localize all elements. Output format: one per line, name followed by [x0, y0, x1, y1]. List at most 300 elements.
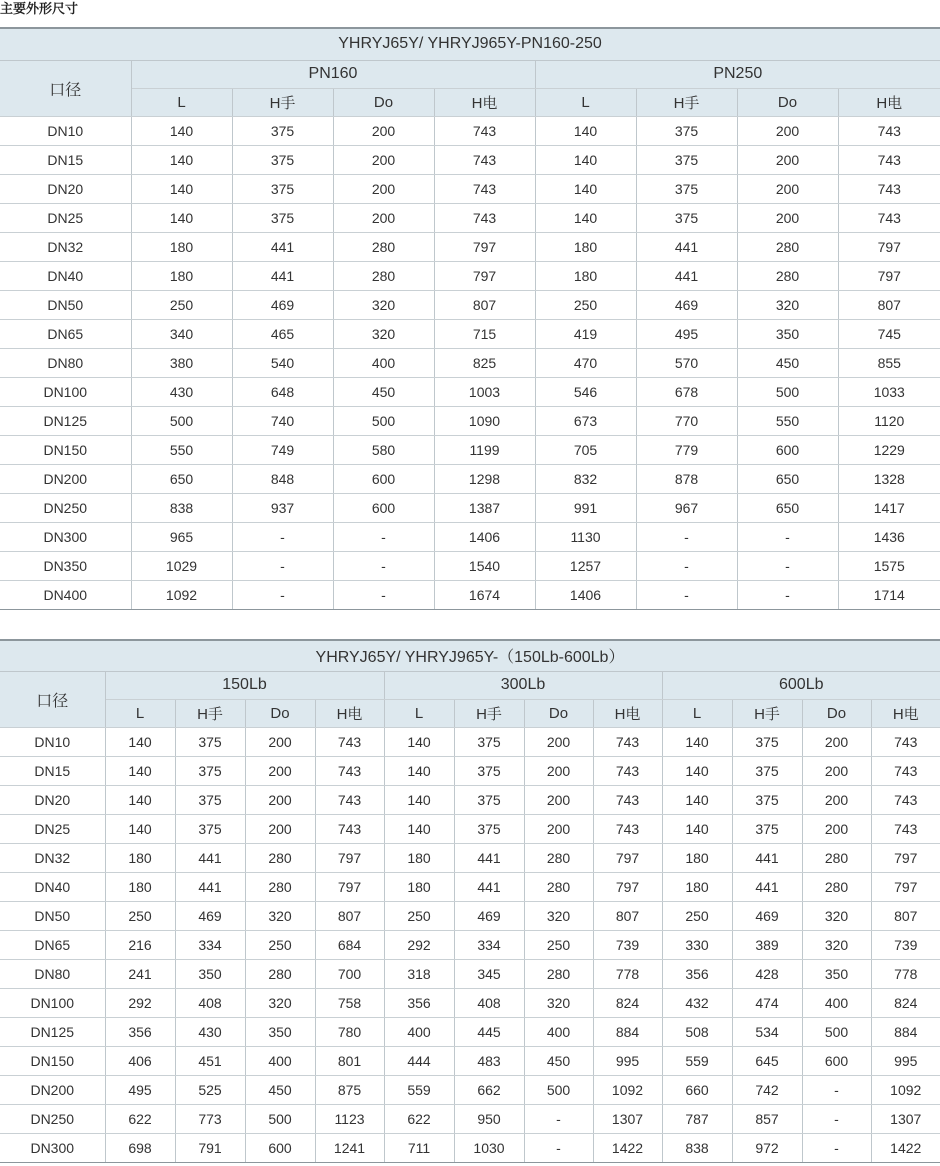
value-cell: 140: [384, 814, 454, 843]
value-cell: 884: [593, 1017, 662, 1046]
value-cell: 745: [838, 319, 940, 348]
table-row: [0, 901, 940, 930]
value-cell: 280: [802, 872, 871, 901]
value-cell: 622: [384, 1104, 454, 1133]
value-cell: 770: [636, 406, 737, 435]
column-header: H电: [871, 699, 940, 727]
bore-cell: DN100: [0, 988, 105, 1017]
value-cell: 340: [131, 319, 232, 348]
bore-cell: DN25: [0, 203, 131, 232]
table-row: [0, 1104, 940, 1133]
value-cell: 200: [524, 727, 593, 756]
value-cell: 375: [175, 785, 245, 814]
value-cell: 559: [662, 1046, 732, 1075]
value-cell: 1123: [315, 1104, 384, 1133]
value-cell: 334: [454, 930, 524, 959]
bore-cell: DN150: [0, 435, 131, 464]
value-cell: 250: [384, 901, 454, 930]
column-header: Do: [245, 699, 315, 727]
value-cell: 991: [535, 493, 636, 522]
value-cell: 1436: [838, 522, 940, 551]
value-cell: 375: [454, 814, 524, 843]
value-cell: 743: [871, 727, 940, 756]
value-cell: 375: [454, 785, 524, 814]
value-cell: 375: [732, 814, 802, 843]
value-cell: 807: [838, 290, 940, 319]
value-cell: 200: [245, 785, 315, 814]
value-cell: 801: [315, 1046, 384, 1075]
value-cell: 200: [737, 145, 838, 174]
column-header: H电: [434, 88, 535, 116]
value-cell: 950: [454, 1104, 524, 1133]
value-cell: 570: [636, 348, 737, 377]
column-header: H电: [593, 699, 662, 727]
value-cell: 280: [333, 261, 434, 290]
value-cell: 779: [636, 435, 737, 464]
value-cell: 140: [535, 116, 636, 145]
value-cell: 700: [315, 959, 384, 988]
value-cell: 1257: [535, 551, 636, 580]
bore-cell: DN250: [0, 1104, 105, 1133]
value-cell: 1199: [434, 435, 535, 464]
value-cell: 500: [524, 1075, 593, 1104]
value-cell: -: [737, 580, 838, 609]
value-cell: 1029: [131, 551, 232, 580]
table-row: [0, 290, 940, 319]
value-cell: -: [333, 522, 434, 551]
dimensions-table-pn: [0, 27, 940, 610]
value-cell: 1092: [131, 580, 232, 609]
value-cell: 580: [333, 435, 434, 464]
value-cell: 1540: [434, 551, 535, 580]
column-header: H手: [732, 699, 802, 727]
value-cell: 330: [662, 930, 732, 959]
column-header: H手: [175, 699, 245, 727]
value-cell: 200: [802, 727, 871, 756]
value-cell: 140: [131, 116, 232, 145]
value-cell: 838: [131, 493, 232, 522]
column-header: L: [384, 699, 454, 727]
value-cell: 450: [737, 348, 838, 377]
value-cell: -: [636, 580, 737, 609]
value-cell: 375: [175, 814, 245, 843]
value-cell: 180: [535, 232, 636, 261]
value-cell: 743: [593, 727, 662, 756]
value-cell: 350: [802, 959, 871, 988]
value-cell: 180: [535, 261, 636, 290]
value-cell: 1422: [871, 1133, 940, 1162]
value-cell: 200: [524, 814, 593, 843]
value-cell: 280: [802, 843, 871, 872]
value-cell: 375: [732, 756, 802, 785]
value-cell: 540: [232, 348, 333, 377]
value-cell: 937: [232, 493, 333, 522]
value-cell: 140: [105, 814, 175, 843]
value-cell: 280: [524, 872, 593, 901]
value-cell: 743: [434, 145, 535, 174]
value-cell: 495: [636, 319, 737, 348]
value-cell: 375: [232, 145, 333, 174]
column-header: L: [105, 699, 175, 727]
column-header: H电: [838, 88, 940, 116]
value-cell: 1307: [871, 1104, 940, 1133]
value-cell: 508: [662, 1017, 732, 1046]
value-cell: -: [737, 522, 838, 551]
bore-cell: DN250: [0, 493, 131, 522]
value-cell: 356: [384, 988, 454, 1017]
bore-cell: DN400: [0, 580, 131, 609]
value-cell: 1090: [434, 406, 535, 435]
value-cell: 469: [175, 901, 245, 930]
value-cell: 320: [245, 901, 315, 930]
value-cell: 200: [333, 174, 434, 203]
value-cell: 180: [131, 232, 232, 261]
table-row: [0, 406, 940, 435]
value-cell: 797: [593, 872, 662, 901]
value-cell: 441: [732, 843, 802, 872]
value-cell: 500: [737, 377, 838, 406]
value-cell: 441: [175, 843, 245, 872]
bore-cell: DN150: [0, 1046, 105, 1075]
value-cell: 743: [838, 203, 940, 232]
value-cell: 967: [636, 493, 737, 522]
value-cell: 469: [636, 290, 737, 319]
value-cell: 469: [454, 901, 524, 930]
value-cell: 1387: [434, 493, 535, 522]
column-header: H电: [315, 699, 384, 727]
value-cell: 441: [454, 872, 524, 901]
value-cell: -: [232, 551, 333, 580]
value-cell: 780: [315, 1017, 384, 1046]
column-header: H手: [454, 699, 524, 727]
value-cell: 743: [838, 145, 940, 174]
value-cell: 645: [732, 1046, 802, 1075]
value-cell: 241: [105, 959, 175, 988]
value-cell: 743: [838, 174, 940, 203]
value-cell: 797: [871, 843, 940, 872]
value-cell: 534: [732, 1017, 802, 1046]
value-cell: 825: [434, 348, 535, 377]
value-cell: 430: [131, 377, 232, 406]
table-row: [0, 959, 940, 988]
value-cell: 705: [535, 435, 636, 464]
value-cell: 180: [662, 872, 732, 901]
value-cell: 200: [802, 785, 871, 814]
bore-cell: DN350: [0, 551, 131, 580]
group-header: PN160: [131, 60, 535, 88]
value-cell: 778: [871, 959, 940, 988]
value-cell: 140: [131, 174, 232, 203]
value-cell: 650: [737, 493, 838, 522]
group-header: PN250: [535, 60, 940, 88]
value-cell: 180: [131, 261, 232, 290]
dimensions-table-lb: [0, 639, 940, 1163]
value-cell: 1033: [838, 377, 940, 406]
value-cell: 469: [732, 901, 802, 930]
value-cell: -: [333, 580, 434, 609]
value-cell: 320: [333, 319, 434, 348]
value-cell: 408: [454, 988, 524, 1017]
value-cell: 469: [232, 290, 333, 319]
value-cell: 375: [175, 756, 245, 785]
value-cell: 200: [245, 727, 315, 756]
value-cell: 389: [732, 930, 802, 959]
bore-cell: DN50: [0, 901, 105, 930]
value-cell: 995: [593, 1046, 662, 1075]
value-cell: 140: [662, 785, 732, 814]
value-cell: 525: [175, 1075, 245, 1104]
value-cell: 550: [737, 406, 838, 435]
value-cell: 350: [245, 1017, 315, 1046]
value-cell: -: [333, 551, 434, 580]
table-row: [0, 872, 940, 901]
value-cell: 180: [105, 872, 175, 901]
value-cell: 797: [434, 261, 535, 290]
value-cell: 292: [105, 988, 175, 1017]
value-cell: 1674: [434, 580, 535, 609]
value-cell: -: [737, 551, 838, 580]
value-cell: 140: [384, 785, 454, 814]
value-cell: 742: [732, 1075, 802, 1104]
column-header: Do: [333, 88, 434, 116]
value-cell: 140: [535, 174, 636, 203]
value-cell: 743: [593, 814, 662, 843]
value-cell: 797: [434, 232, 535, 261]
value-cell: 200: [333, 203, 434, 232]
value-cell: 1229: [838, 435, 940, 464]
value-cell: 140: [535, 203, 636, 232]
value-cell: 380: [131, 348, 232, 377]
value-cell: 1030: [454, 1133, 524, 1162]
table-row: [0, 522, 940, 551]
value-cell: 743: [434, 174, 535, 203]
value-cell: 559: [384, 1075, 454, 1104]
value-cell: 140: [384, 727, 454, 756]
value-cell: 320: [524, 901, 593, 930]
value-cell: 430: [175, 1017, 245, 1046]
value-cell: -: [802, 1075, 871, 1104]
bore-cell: DN15: [0, 756, 105, 785]
value-cell: 375: [232, 174, 333, 203]
value-cell: 715: [434, 319, 535, 348]
value-cell: 857: [732, 1104, 802, 1133]
group-header: 150Lb: [105, 671, 384, 699]
value-cell: 441: [232, 232, 333, 261]
value-cell: 140: [384, 756, 454, 785]
value-cell: -: [232, 580, 333, 609]
value-cell: 320: [802, 930, 871, 959]
table-row: [0, 261, 940, 290]
value-cell: 345: [454, 959, 524, 988]
value-cell: 824: [593, 988, 662, 1017]
value-cell: 600: [737, 435, 838, 464]
bore-cell: DN15: [0, 145, 131, 174]
value-cell: 972: [732, 1133, 802, 1162]
value-cell: 848: [232, 464, 333, 493]
bore-cell: DN32: [0, 843, 105, 872]
value-cell: 180: [105, 843, 175, 872]
value-cell: 660: [662, 1075, 732, 1104]
value-cell: 375: [175, 727, 245, 756]
value-cell: 797: [871, 872, 940, 901]
table-row: [0, 116, 940, 145]
value-cell: 280: [245, 843, 315, 872]
column-header: Do: [802, 699, 871, 727]
value-cell: 678: [636, 377, 737, 406]
group-header: 600Lb: [662, 671, 940, 699]
value-cell: 375: [732, 785, 802, 814]
column-header: Do: [524, 699, 593, 727]
table-row: [0, 785, 940, 814]
value-cell: 711: [384, 1133, 454, 1162]
table-row: [0, 756, 940, 785]
table-row: [0, 1046, 940, 1075]
bore-header: 口径: [0, 671, 105, 727]
value-cell: 807: [434, 290, 535, 319]
table-title: YHRYJ65Y/ YHRYJ965Y-（150Lb-600Lb）: [0, 640, 940, 671]
value-cell: 200: [245, 814, 315, 843]
value-cell: 200: [802, 756, 871, 785]
value-cell: -: [636, 551, 737, 580]
value-cell: 465: [232, 319, 333, 348]
value-cell: 650: [131, 464, 232, 493]
value-cell: 550: [131, 435, 232, 464]
bore-cell: DN65: [0, 319, 131, 348]
value-cell: 280: [333, 232, 434, 261]
value-cell: 1120: [838, 406, 940, 435]
value-cell: 1714: [838, 580, 940, 609]
value-cell: 600: [333, 493, 434, 522]
value-cell: 743: [838, 116, 940, 145]
table-row: [0, 988, 940, 1017]
value-cell: 743: [593, 756, 662, 785]
column-header: L: [662, 699, 732, 727]
value-cell: 419: [535, 319, 636, 348]
value-cell: 650: [737, 464, 838, 493]
value-cell: 140: [662, 756, 732, 785]
bore-cell: DN65: [0, 930, 105, 959]
column-header: L: [535, 88, 636, 116]
table-row: [0, 377, 940, 406]
bore-cell: DN80: [0, 959, 105, 988]
value-cell: 450: [245, 1075, 315, 1104]
value-cell: 375: [636, 145, 737, 174]
value-cell: 200: [802, 814, 871, 843]
value-cell: 334: [175, 930, 245, 959]
bore-cell: DN80: [0, 348, 131, 377]
value-cell: 140: [131, 203, 232, 232]
value-cell: 684: [315, 930, 384, 959]
value-cell: 807: [315, 901, 384, 930]
value-cell: 320: [524, 988, 593, 1017]
value-cell: 408: [175, 988, 245, 1017]
table-row: [0, 174, 940, 203]
value-cell: 743: [315, 727, 384, 756]
value-cell: 797: [315, 872, 384, 901]
column-header: Do: [737, 88, 838, 116]
value-cell: 200: [737, 203, 838, 232]
value-cell: 180: [384, 872, 454, 901]
bore-cell: DN10: [0, 116, 131, 145]
value-cell: 140: [535, 145, 636, 174]
value-cell: 600: [802, 1046, 871, 1075]
value-cell: 200: [524, 785, 593, 814]
value-cell: 1130: [535, 522, 636, 551]
value-cell: 350: [175, 959, 245, 988]
bore-cell: DN300: [0, 522, 131, 551]
value-cell: 824: [871, 988, 940, 1017]
value-cell: 280: [737, 232, 838, 261]
value-cell: 375: [636, 116, 737, 145]
value-cell: 740: [232, 406, 333, 435]
bore-cell: DN125: [0, 406, 131, 435]
value-cell: 758: [315, 988, 384, 1017]
bore-cell: DN32: [0, 232, 131, 261]
value-cell: 797: [838, 261, 940, 290]
value-cell: 432: [662, 988, 732, 1017]
value-cell: 200: [245, 756, 315, 785]
bore-header: 口径: [0, 60, 131, 116]
table-row: [0, 435, 940, 464]
table-title: YHRYJ65Y/ YHRYJ965Y-PN160-250: [0, 28, 940, 60]
value-cell: 807: [871, 901, 940, 930]
group-header: 300Lb: [384, 671, 662, 699]
value-cell: 250: [535, 290, 636, 319]
value-cell: 739: [871, 930, 940, 959]
value-cell: 995: [871, 1046, 940, 1075]
value-cell: 375: [636, 174, 737, 203]
value-cell: 773: [175, 1104, 245, 1133]
table-row: [0, 580, 940, 609]
value-cell: 884: [871, 1017, 940, 1046]
value-cell: -: [802, 1104, 871, 1133]
value-cell: 451: [175, 1046, 245, 1075]
table-row: [0, 1075, 940, 1104]
table-row: [0, 232, 940, 261]
value-cell: 375: [454, 727, 524, 756]
value-cell: -: [524, 1104, 593, 1133]
value-cell: 1575: [838, 551, 940, 580]
value-cell: 444: [384, 1046, 454, 1075]
value-cell: 743: [871, 756, 940, 785]
value-cell: 1422: [593, 1133, 662, 1162]
value-cell: 356: [662, 959, 732, 988]
value-cell: 400: [384, 1017, 454, 1046]
value-cell: 797: [593, 843, 662, 872]
value-cell: 140: [662, 727, 732, 756]
value-cell: 500: [333, 406, 434, 435]
value-cell: 1092: [593, 1075, 662, 1104]
value-cell: 180: [384, 843, 454, 872]
bore-cell: DN20: [0, 174, 131, 203]
table-row: [0, 814, 940, 843]
value-cell: 375: [232, 116, 333, 145]
value-cell: 320: [737, 290, 838, 319]
bore-cell: DN50: [0, 290, 131, 319]
column-header: H手: [232, 88, 333, 116]
value-cell: 250: [131, 290, 232, 319]
value-cell: 470: [535, 348, 636, 377]
value-cell: 500: [802, 1017, 871, 1046]
value-cell: 320: [802, 901, 871, 930]
page-title: 主要外形尺寸: [0, 1, 79, 16]
value-cell: 280: [737, 261, 838, 290]
value-cell: 878: [636, 464, 737, 493]
value-cell: 743: [593, 785, 662, 814]
value-cell: 807: [593, 901, 662, 930]
table-row: [0, 551, 940, 580]
table-row: [0, 348, 940, 377]
